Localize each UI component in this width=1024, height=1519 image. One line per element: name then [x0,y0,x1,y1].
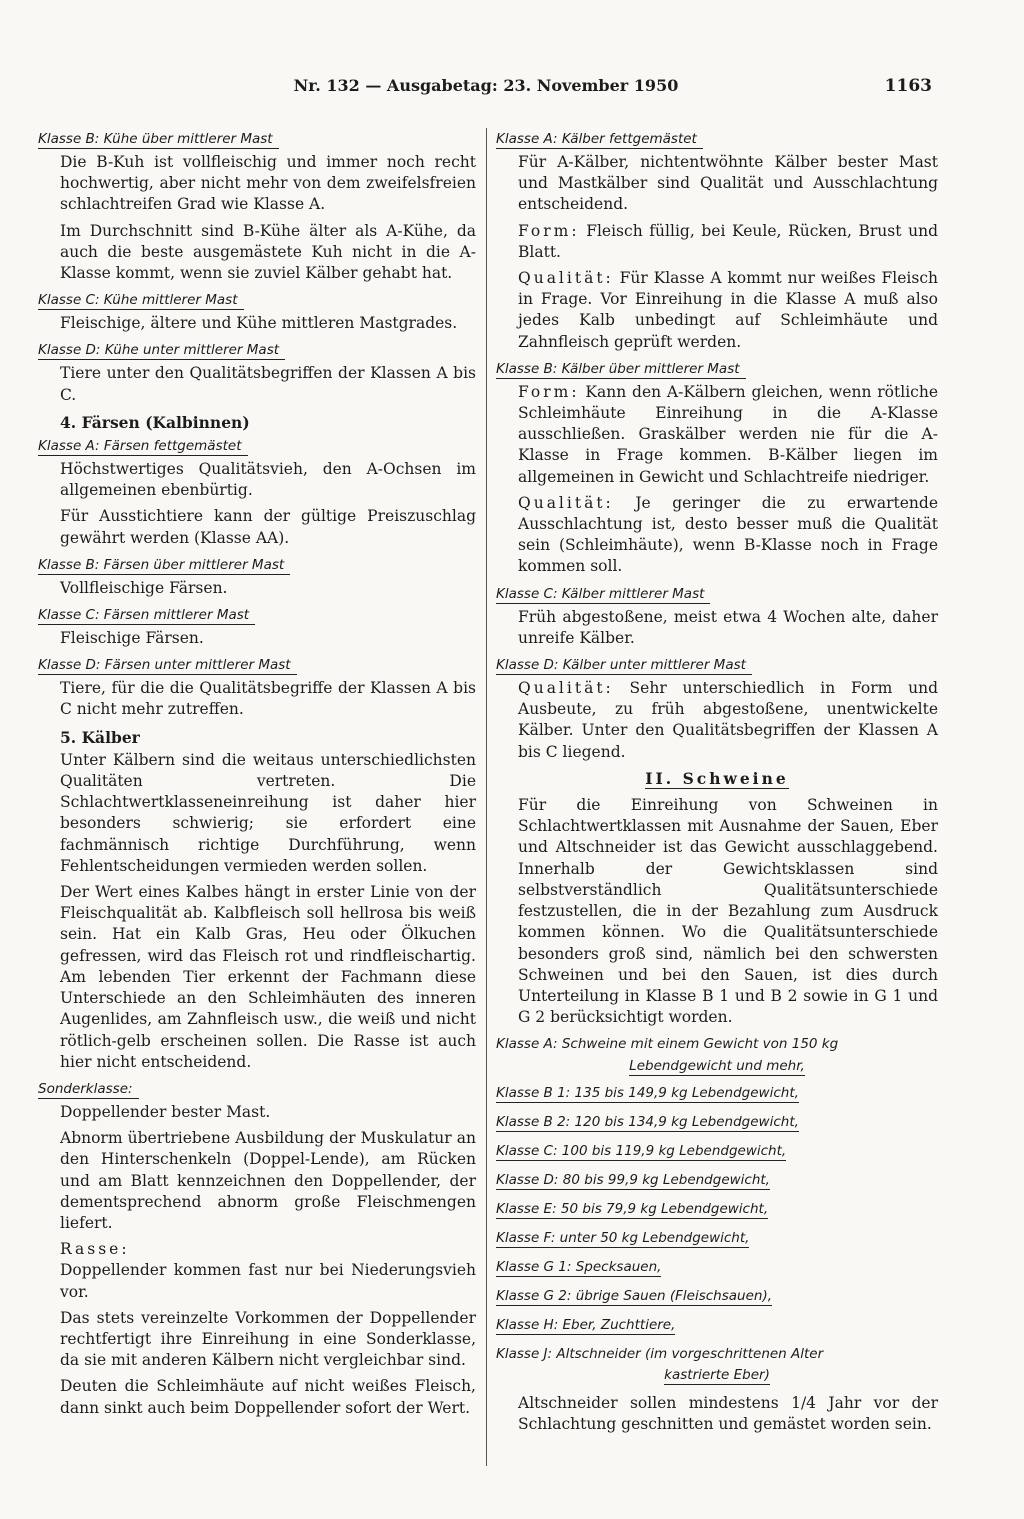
section-heading: Klasse D: Färsen unter mittlerer Mast [38,656,297,675]
paragraph: Vollfleischige Färsen. [60,578,228,597]
paragraph: Die B-Kuh ist vollfleischig und immer noch recht hochwertig, aber nicht mehr von dem zweifelsfreien schlachtreifen Grad wie Klasse A. [60,153,476,214]
chapter-heading-schweine [496,768,938,789]
qualitaet-text: Sehr unterschiedlich in Form und Ausbeute, zu früh abgestoßene, unentwickelte Kälber. Unter den Qualitätsbegriffen der Klassen A bis C liegend. [518,679,938,761]
paragraph: Unter Kälbern sind die weitaus unterschiedlichsten Qualitäten vertreten. Die Schlachtwertklasseneinreihung ist daher hier besonders schwierig; sie erfordert eine fachmännisch richtige Durchführung, wenn Fehlentscheidungen vermieden werden sollen. [60,750,476,875]
paragraph [496,221,938,263]
left-column [38,128,476,1424]
paragraph [496,382,938,488]
paragraph: Tiere unter den Qualitätsbegriffen der Klassen A bis C. [60,364,476,404]
weight-class-item: Klasse D: 80 bis 99,9 kg Lebendgewicht, [496,1171,770,1188]
paragraph: Für die Einreihung von Schweinen in Schlachtwertklassen mit Ausnahme der Sauen, Eber und Altschneider ist das Gewicht ausschlaggebend. Innerhalb der Gewichtsklassen sind selbstverständlich Qualitätsunterschiede festzustellen, die in der Bezahlung zum Ausdruck kommen können. Wo die Qualitätsunterschiede besonders groß sind, nämlich bei den schwersten Schweinen und bei den Sauen, ist dies durch Unterteilung in Klasse B 1 und B 2 sowie in G 1 und G 2 berücksichtigt worden. [518,796,938,1027]
weight-class-list [496,1033,938,1385]
paragraph: Doppellender kommen fast nur bei Niederungsvieh vor. [60,1261,476,1301]
weight-class-item: Klasse H: Eber, Zuchttiere, [496,1316,676,1333]
paragraph: Das stets vereinzelte Vorkommen der Doppellender rechtfertigt ihre Einreihung in eine Sonderklasse, da sie mit anderen Kälbern nicht vergleichbar sind. [60,1308,476,1370]
section-heading: Klasse B: Kälber über mittlerer Mast [496,360,746,379]
section-heading: Klasse D: Kälber unter mittlerer Mast [496,656,752,675]
weight-class-item: kastrierte Eber) [664,1366,770,1383]
paragraph: Abnorm übertriebene Ausbildung der Muskulatur an den Hinterschenkeln (Doppel-Lende), am Rücken und am Blatt kennzeichnen den Doppellender, der dementsprechend abnorm große Fleischmengen liefert. [60,1129,476,1232]
column-divider [486,128,487,1466]
paragraph [496,493,938,578]
page-header [30,74,942,102]
form-text: Fleisch füllig, bei Keule, Rücken, Brust und Blatt. [518,221,938,261]
section-heading: Klasse D: Kühe unter mittlerer Mast [38,341,285,360]
label-qualitaet: Qualität: [518,269,614,288]
paragraph: Der Wert eines Kalbes hängt in erster Linie von der Fleischqualität ab. Kalbfleisch soll hellrosa bis weiß sein. Hat ein Kalb Gras, Heu oder Ölkuchen gefressen, wird das Fleisch rot und rindfleischartig. Am lebenden Tier erkennt der Fachmann diese Unterschiede an den Schleimhäuten des inneren Augenlides, am Zahnfleisch usw., die weiß und nicht rötlich-gelb erscheinen sollen. Die Rasse ist auch hier nicht entscheidend. [60,883,476,1071]
section-heading: Sonderklasse: [38,1080,139,1099]
paragraph: Fleischige, ältere und Kühe mittleren Mastgrades. [60,314,458,333]
paragraph: Früh abgestoßene, meist etwa 4 Wochen alte, daher unreife Kälber. [518,607,938,647]
chapter-heading-text: II. Schweine [645,768,789,788]
section-heading: Klasse C: Färsen mittlerer Mast [38,606,255,625]
page-number: 1163 [884,76,932,96]
weight-class-item: Klasse B 1: 135 bis 149,9 kg Lebendgewicht, [496,1084,799,1101]
weight-class-item: Klasse B 2: 120 bis 134,9 kg Lebendgewicht, [496,1113,799,1130]
paragraph: Für A-Kälber, nichtentwöhnte Kälber bester Mast und Mastkälber sind Qualität und Ausschlachtung entscheidend. [518,153,938,214]
label-qualitaet: Qualität: [518,493,614,512]
paragraph: Deuten die Schleimhäute auf nicht weißes Fleisch, dann sinkt auch beim Doppellender sofort der Wert. [60,1377,476,1417]
label-qualitaet: Qualität: [518,679,614,698]
issue-title: Nr. 132 — Ausgabetag: 23. November 1950 [293,76,679,95]
chapter-heading: 4. Färsen (Kalbinnen) [60,412,250,432]
paragraph: Höchstwertiges Qualitätsvieh, den A-Ochsen im allgemeinen ebenbürtig. [60,460,476,500]
weight-class-item: Klasse A: Schweine mit einem Gewicht von 150 kg [496,1036,839,1053]
qualitaet-text: Je geringer die zu erwartende Ausschlachtung ist, desto besser muß die Qualität sein (Schleimhäute), wenn B-Klasse noch in Frage kommen soll. [518,493,938,576]
weight-class-continuation [496,1364,938,1385]
paragraph [496,268,938,353]
weight-class-item: Klasse G 2: übrige Sauen (Fleischsauen), [496,1287,772,1304]
section-heading: Klasse A: Färsen fettgemästet [38,437,248,456]
section-heading: Klasse B: Kühe über mittlerer Mast [38,130,279,149]
chapter-heading: 5. Kälber [60,727,140,747]
label-form: Form: [518,221,580,240]
weight-class-item: Klasse E: 50 bis 79,9 kg Lebendgewicht, [496,1200,769,1217]
paragraph: Fleischige Färsen. [60,629,204,648]
right-column [496,128,938,1441]
section-heading: Klasse B: Färsen über mittlerer Mast [38,556,290,575]
weight-class-item: Klasse J: Altschneider (im vorgeschrittenen Alter [496,1345,824,1362]
section-heading: Klasse A: Kälber fettgemästet [496,130,703,149]
weight-class-item: Lebendgewicht und mehr, [629,1057,805,1074]
paragraph [496,678,938,763]
weight-class-item: Klasse F: unter 50 kg Lebendgewicht, [496,1229,750,1246]
paragraph: Im Durchschnitt sind B-Kühe älter als A-Kühe, da auch die beste ausgemästete Kuh nicht in die A-Klasse kommt, wenn sie zuviel Kälber gehabt hat. [60,221,476,283]
label-rasse: Rasse: [60,1240,130,1259]
paragraph: Doppellender bester Mast. [60,1102,271,1121]
form-text: Kann den A-Kälbern gleichen, wenn rötliche Schleimhäute Einreihung in die A-Klasse ausschließen. Graskälber werden nie für die A-Klasse in Frage kommen. B-Kälber liegen im allgemeinen in Gewicht und Schlachtreife niedriger. [518,382,938,486]
qualitaet-text: Für Klasse A kommt nur weißes Fleisch in Frage. Vor Einreihung in die Klasse A muß also jedes Kalb unbedingt auf Schleimhäute und Zahnfleisch geprüft werden. [518,269,938,351]
section-heading: Klasse C: Kühe mittlerer Mast [38,291,244,310]
paragraph: Tiere, für die die Qualitätsbegriffe der Klassen A bis C nicht mehr zutreffen. [60,679,476,719]
weight-class-continuation [496,1055,938,1076]
section-heading: Klasse C: Kälber mittlerer Mast [496,585,710,604]
paragraph: Für Ausstichtiere kann der gültige Preiszuschlag gewährt werden (Klasse AA). [60,507,476,547]
label-form: Form: [518,382,580,401]
paragraph: Altschneider sollen mindestens 1/4 Jahr vor der Schlachtung geschnitten und gemästet worden sein. [518,1394,938,1434]
weight-class-item: Klasse C: 100 bis 119,9 kg Lebendgewicht, [496,1142,787,1159]
weight-class-item: Klasse G 1: Specksauen, [496,1258,662,1275]
